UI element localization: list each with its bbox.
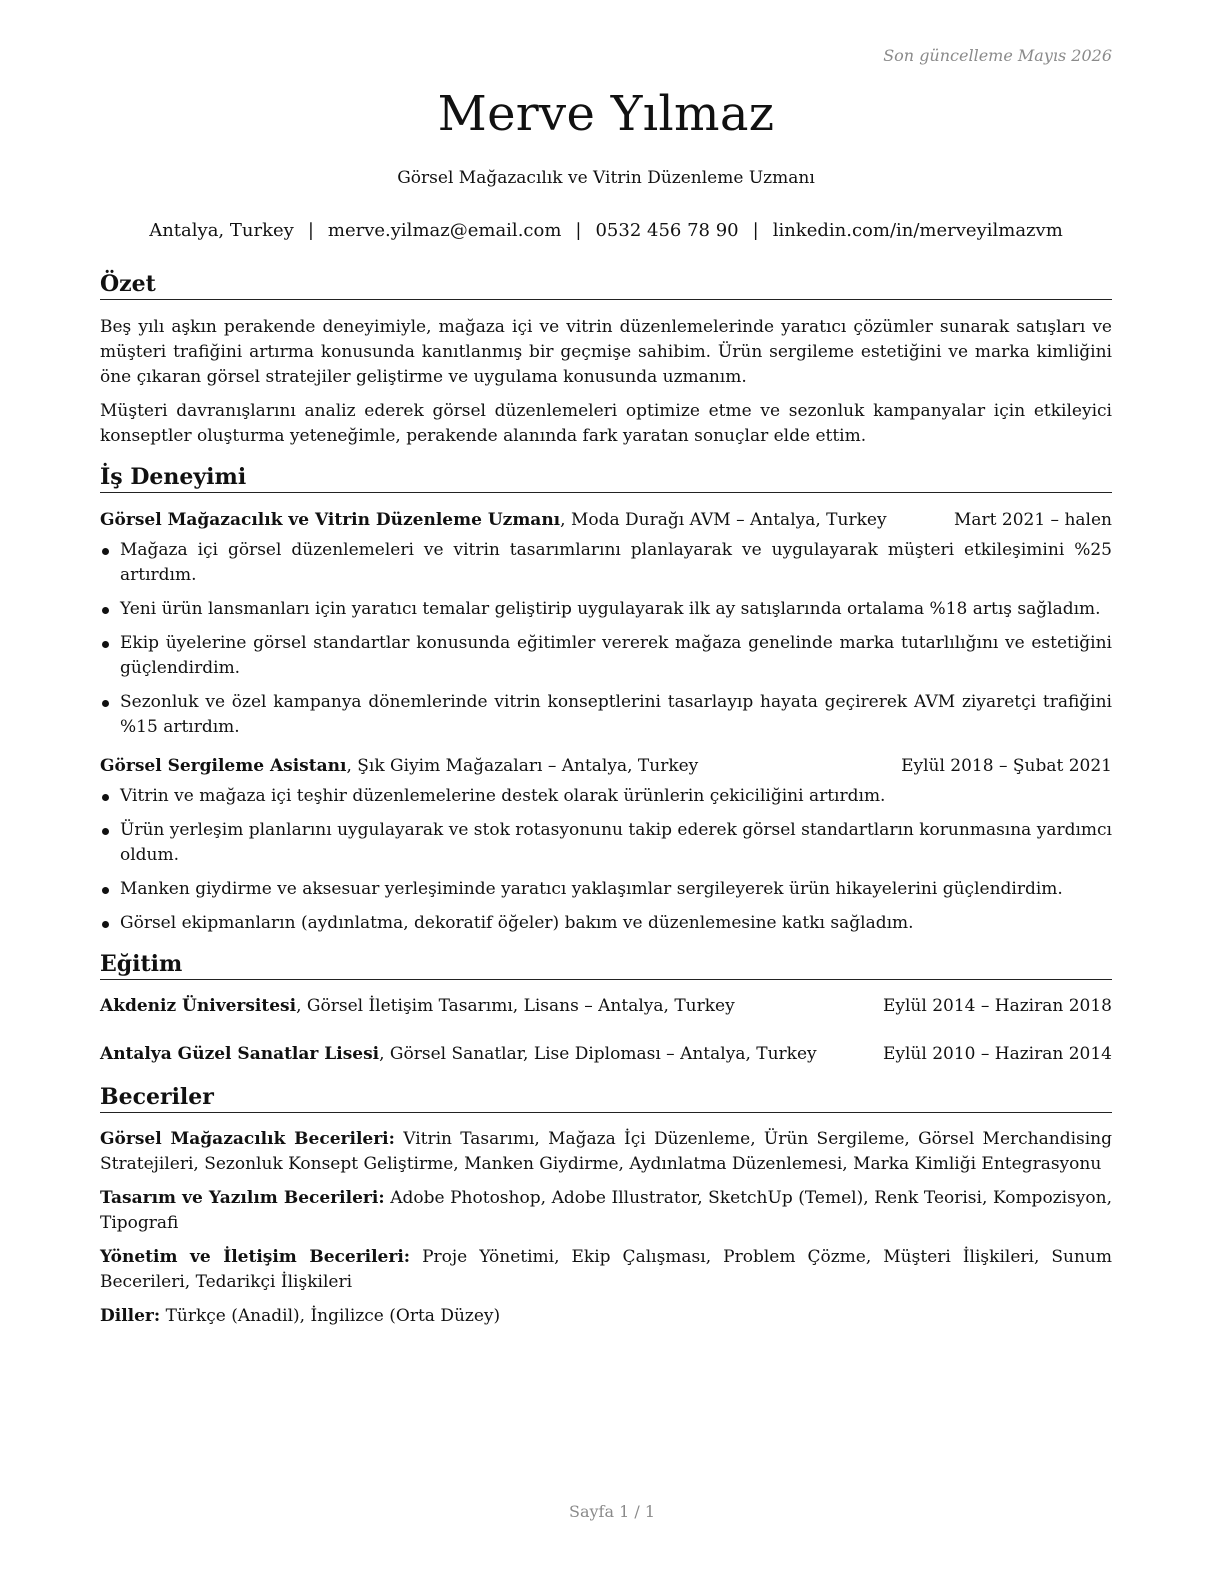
job-2-header: [100, 754, 1112, 779]
experience-heading: İş Deneyimi: [100, 464, 1112, 493]
job-1-company: , Moda Durağı AVM – Antalya, Turkey: [560, 510, 887, 530]
skill-group-languages: [100, 1304, 1112, 1329]
list-item: [100, 911, 1112, 936]
list-item: [100, 538, 1112, 588]
skill-text: Vitrin Tasarımı, Mağaza İçi Düzenleme, Ürün Sergileme, Görsel Merchandising Stratejileri, Sezonluk Konsept Geliştirme, Manken Giydirme, Aydınlatma Düzenlemesi, Marka Kimliği Entegrasyonu: [100, 1129, 1113, 1174]
bullet-text: Ürün yerleşim planlarını uygulayarak ve stok rotasyonunu takip ederek görsel standartların korunmasına yardımcı oldum.: [120, 820, 1112, 865]
education-item-2: [100, 1042, 1112, 1067]
education-2-dates: Eylül 2010 – Haziran 2014: [882, 1044, 1112, 1064]
last-updated-note: Son güncelleme Mayıs 2026: [883, 46, 1112, 65]
job-1-dates: Mart 2021 – halen: [953, 510, 1112, 530]
bullet-icon: [102, 700, 109, 707]
list-item: [100, 631, 1112, 681]
job-2-dates: Eylül 2018 – Şubat 2021: [901, 756, 1112, 776]
job-2-company: , Şık Giyim Mağazaları – Antalya, Turkey: [346, 756, 699, 776]
bullet-icon: [102, 641, 109, 648]
education-item-1: [100, 994, 1112, 1019]
candidate-title: Görsel Mağazacılık ve Vitrin Düzenleme Uzmanı: [397, 168, 815, 188]
list-item: [100, 818, 1112, 868]
skill-label: Yönetim ve İletişim Becerileri:: [100, 1247, 411, 1267]
education-1-dates: Eylül 2014 – Haziran 2018: [882, 996, 1112, 1016]
education-1-school: Akdeniz Üniversitesi: [100, 996, 297, 1016]
job-2-bullets: [100, 784, 1112, 945]
skills-heading: Beceriler: [100, 1084, 1112, 1113]
skill-group-design: [100, 1186, 1112, 1236]
education-heading: Eğitim: [100, 951, 1112, 980]
skill-group-management: [100, 1245, 1112, 1295]
education-2-school: Antalya Güzel Sanatlar Lisesi: [100, 1044, 380, 1064]
contact-phone[interactable]: 0532 456 78 90: [595, 220, 739, 241]
job-1-header: [100, 508, 1112, 533]
education-1-detail: , Görsel İletişim Tasarımı, Lisans – Antalya, Turkey: [296, 996, 735, 1016]
bullet-text: Vitrin ve mağaza içi teşhir düzenlemelerine destek olarak ürünlerin çekiciliğini artırdım.: [120, 786, 886, 806]
skill-label: Tasarım ve Yazılım Becerileri:: [100, 1188, 385, 1208]
bullet-icon: [102, 921, 109, 928]
skill-text: Türkçe (Anadil), İngilizce (Orta Düzey): [160, 1306, 501, 1326]
skill-label: Görsel Mağazacılık Becerileri:: [100, 1129, 395, 1149]
job-1-role: Görsel Mağazacılık ve Vitrin Düzenleme Uzmanı: [100, 510, 561, 530]
bullet-text: Görsel ekipmanların (aydınlatma, dekoratif öğeler) bakım ve düzenlemesine katkı sağladım.: [120, 913, 914, 933]
job-1-bullets: [100, 538, 1112, 749]
candidate-name: Merve Yılmaz: [437, 86, 775, 142]
bullet-text: Sezonluk ve özel kampanya dönemlerinde vitrin konseptlerini tasarlayıp hayata geçirerek AVM ziyaretçi trafiğini %15 artırdım.: [120, 692, 1112, 737]
contact-separator: |: [575, 220, 582, 241]
job-2-role: Görsel Sergileme Asistanı: [100, 756, 347, 776]
contact-linkedin[interactable]: linkedin.com/in/merveyilmazvm: [772, 220, 1063, 241]
contact-separator: |: [307, 220, 314, 241]
contact-line: [100, 220, 1112, 241]
skill-label: Diller:: [100, 1306, 161, 1326]
bullet-icon: [102, 794, 109, 801]
education-2-detail: , Görsel Sanatlar, Lise Diploması – Antalya, Turkey: [379, 1044, 817, 1064]
list-item: [100, 597, 1112, 622]
bullet-icon: [102, 548, 109, 555]
bullet-icon: [102, 887, 109, 894]
bullet-text: Mağaza içi görsel düzenlemeleri ve vitrin tasarımlarını planlayarak ve uygulayarak müşteri etkileşimini %25 artırdım.: [120, 540, 1112, 585]
bullet-text: Ekip üyelerine görsel standartlar konusunda eğitimler vererek mağaza genelinde marka tutarlılığını ve estetiğini güçlendirdim.: [120, 633, 1112, 678]
list-item: [100, 877, 1112, 902]
page-number: Sayfa 1 / 1: [568, 1502, 655, 1521]
summary-paragraph-2: Müşteri davranışlarını analiz ederek görsel düzenlemeleri optimize etme ve sezonluk kampanyalar için etkileyici konseptler oluşturma yeteneğimle, perakende alanında fark yaratan sonuçlar elde ettim.: [100, 401, 1112, 446]
list-item: [100, 690, 1112, 740]
skill-text: Proje Yönetimi, Ekip Çalışması, Problem Çözme, Müşteri İlişkileri, Sunum Becerileri, Tedarikçi İlişkileri: [100, 1247, 1112, 1292]
summary-heading: Özet: [100, 271, 1112, 300]
skill-group-visual: [100, 1127, 1112, 1177]
summary-paragraph-1: Beş yılı aşkın perakende deneyimiyle, mağaza içi ve vitrin düzenlemelerinde yaratıcı çözümler sunarak satışları ve müşteri trafiğini artırma konusunda kanıtlanmış bir geçmişe sahibim. Ürün sergileme estetiğini ve marka kimliğini öne çıkaran görsel stratejiler geliştirme ve uygulama konusunda uzmanım.: [100, 317, 1112, 387]
contact-separator: |: [752, 220, 759, 241]
contact-location: Antalya, Turkey: [149, 220, 294, 241]
list-item: [100, 784, 1112, 809]
bullet-icon: [102, 607, 109, 614]
contact-email[interactable]: merve.yilmaz@email.com: [327, 220, 562, 241]
skill-text: Adobe Photoshop, Adobe Illustrator, SketchUp (Temel), Renk Teorisi, Kompozisyon, Tipografi: [100, 1188, 1112, 1233]
bullet-icon: [102, 828, 109, 835]
bullet-text: Manken giydirme ve aksesuar yerleşiminde yaratıcı yaklaşımlar sergileyerek ürün hikayelerini güçlendirdim.: [120, 879, 1063, 899]
bullet-text: Yeni ürün lansmanları için yaratıcı temalar geliştirip uygulayarak ilk ay satışlarında ortalama %18 artış sağladım.: [120, 599, 1101, 619]
